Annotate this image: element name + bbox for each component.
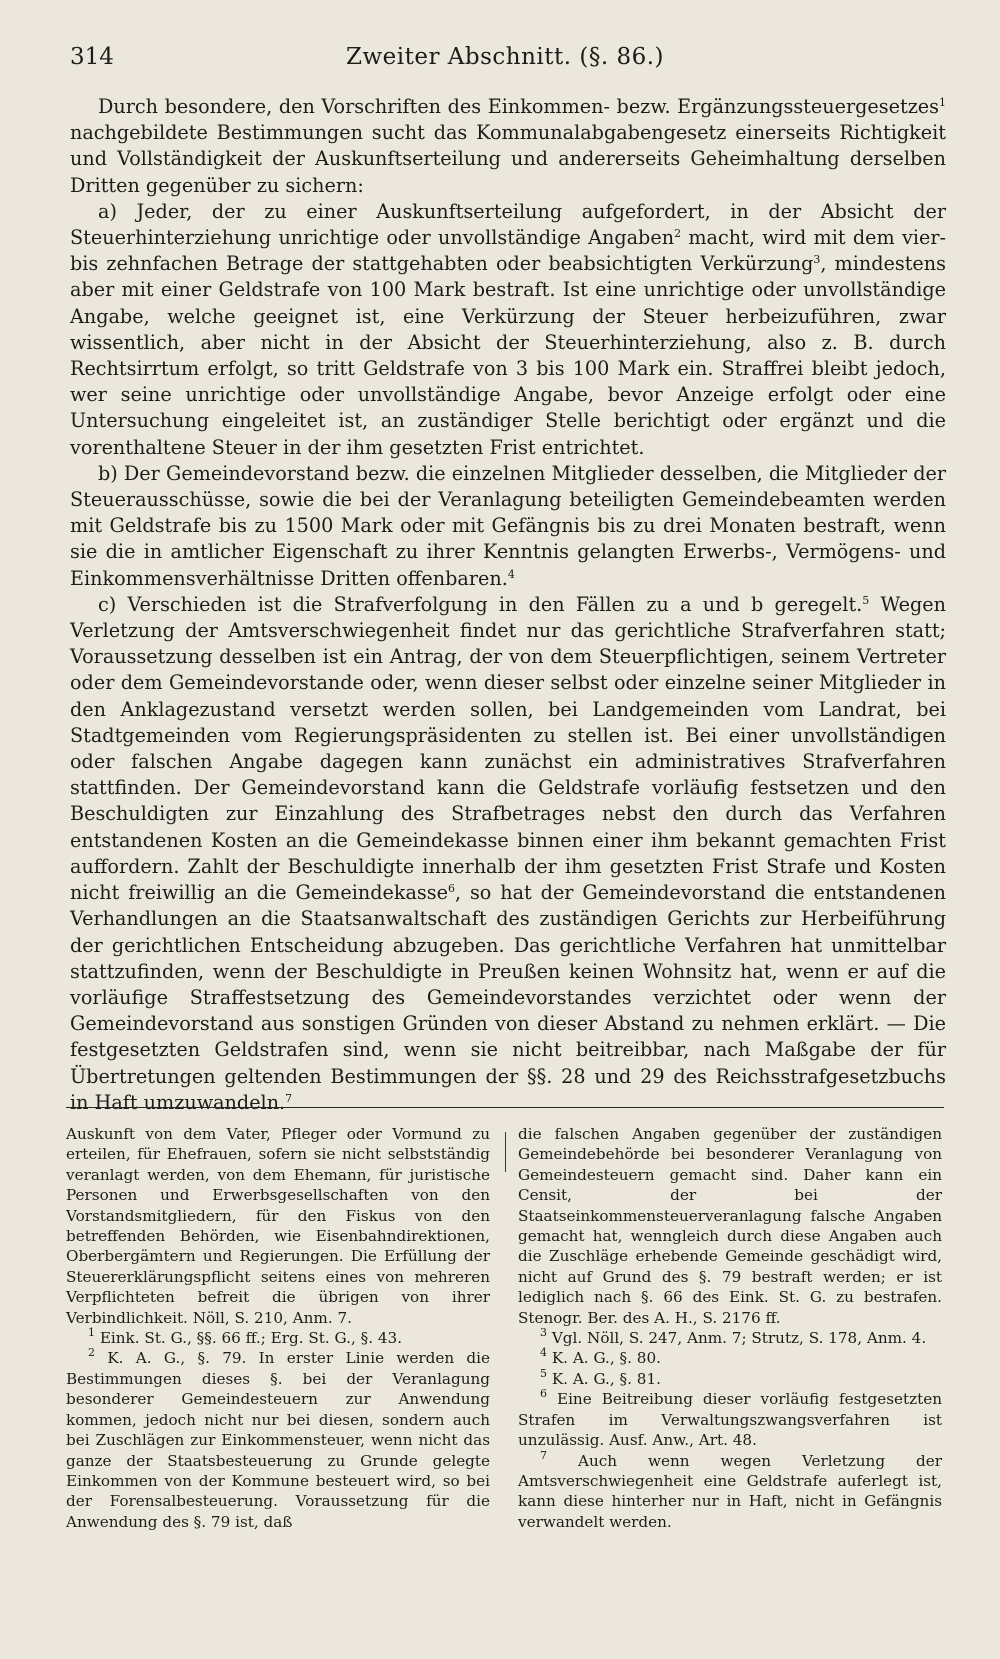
main-text (70, 94, 946, 1116)
footnote-6 (518, 1389, 942, 1450)
footnotes-right-column (518, 1124, 942, 1532)
column-rule (505, 1132, 506, 1172)
paragraph-intro (70, 94, 946, 199)
page-header (70, 44, 940, 80)
footnote-number: 3 (540, 1326, 547, 1340)
footnote-number: 6 (540, 1387, 547, 1401)
text: K. A. G., §. 80. (547, 1349, 661, 1368)
footnote-7 (518, 1448, 942, 1533)
text: , mindestens aber mit einer Geldstrafe von 100 Mark bestraft. Ist eine unrichtige oder unvollständige Angabe, welche geeignet ist, eine Verkürzung der Steuer herbeizuführen, zwar wissentlich, aber nicht in der Absicht der Steuerhinterziehung, also z. B. durch Rechtsirrtum erfolgt, so tritt Geldstrafe von 3 bis 100 Mark ein. Straffrei bleibt jedoch, wer seine unrichtige oder unvollständige Angabe, bevor Anzeige erfolgt oder eine Untersuchung eingeleitet ist, an zuständiger Stelle berichtigt oder ergänzt und die vorenthaltene Steuer in der ihm gesetzten Frist entrichtet. (70, 252, 946, 459)
footnote-ref: 1 (939, 96, 946, 109)
footnote-ref: 7 (285, 1091, 293, 1105)
footnote-ref: 6 (447, 882, 455, 896)
text: Vgl. Nöll, S. 247, Anm. 7; Strutz, S. 178, Anm. 4. (547, 1329, 927, 1348)
footnote-ref: 2 (674, 227, 682, 241)
footnote-3 (518, 1328, 942, 1348)
footnote-4 (518, 1348, 942, 1368)
text: K. A. G., §. 81. (547, 1369, 661, 1388)
text: c) Verschieden ist die Strafverfolgung in den Fällen zu a und b geregelt. (98, 592, 863, 616)
footnote-2 (66, 1348, 490, 1532)
footnote-divider (66, 1107, 944, 1108)
footnote-continuation: die falschen Angaben gegenüber der zuständigen Gemeindebehörde bei besonderer Veranlagung von Gemeindesteuern gemacht sind. Daher kann ein Censit, der bei der Staatseinkommensteuerveranlagung falsche Angaben gemacht hat, wenngleich durch diese Angaben auch die Zuschläge erhebende Gemeinde geschädigt wird, nicht auf Grund des §. 79 bestraft werden; er ist lediglich nach §. 66 des Eink. St. G. zu bestrafen. Stenogr. Ber. des A. H., S. 2176 ff. (518, 1125, 942, 1327)
paragraph-b (70, 461, 946, 592)
text: , so hat der Gemeindevorstand die entstandenen Verhandlungen an die Staatsanwaltschaft des zuständigen Gerichts zur Herbeiführung der gerichtlichen Entscheidung abzugeben. Das gerichtliche Verfahren hat unmittelbar stattzufinden, wenn der Beschuldigte in Preußen keinen Wohnsitz hat, wenn er auf die vorläufige Straffestsetzung des Gemeindevorstandes verzichtet oder wenn der Gemeindevorstand aus sonstigen Gründen von dieser Abstand zu nehmen erklärt. — Die festgesetzten Geldstrafen sind, wenn sie nicht beitreibbar, nach Maßgabe der für Übertretungen geltenden Bestimmungen der §§. 28 und 29 des Reichsstrafgesetzbuchs in Haft umzuwandeln. (70, 881, 946, 1114)
footnote-ref: 4 (507, 567, 515, 581)
text: Eine Beitreibung dieser vorläufig festgesetzten Strafen im Verwaltungszwangsverfahren ist unzulässig. Ausf. Anw., Art. 48. (518, 1390, 942, 1450)
running-title: Zweiter Abschnitt. (§. 86.) (345, 44, 665, 70)
footnotes-left-column (66, 1124, 490, 1532)
text: a) Jeder, der zu einer Auskunftserteilung aufgefordert, in der Absicht der Steuerhinterziehung unrichtige oder unvollständige Angaben (70, 199, 946, 250)
footnote-1 (66, 1328, 490, 1348)
paragraph-c (70, 592, 946, 1116)
text: K. A. G., §. 79. In erster Linie werden die Bestimmungen dieses §. bei der Veranlagung besonderer Gemeindesteuern zur Anwendung kommen, jedoch nicht nur bei diesen, sondern auch bei Zuschlägen zur Einkommensteuer, wenn nicht das ganze der Staatsbesteuerung zu Grunde gelegte Einkommen von der Kommune besteuert wird, so bei der Forensalbesteuerung. Voraussetzung für die Anwendung des §. 79 ist, daß (66, 1349, 490, 1531)
text: b) Der Gemeindevorstand bezw. die einzelnen Mitglieder desselben, die Mitglieder der Steuerausschüsse, sowie die bei der Veranlagung beteiligten Gemeindebeamten werden mit Geldstrafe bis zu 1500 Mark oder mit Gefängnis bis zu drei Monaten bestraft, wenn sie die in amtlicher Eigenschaft zu ihrer Kenntnis gelangten Erwerbs-, Vermögens- und Einkommensverhältnisse Dritten offenbaren. (70, 461, 946, 590)
paragraph-a (70, 199, 946, 461)
footnote-ref: 5 (862, 593, 870, 607)
text: macht, wird mit dem vier- bis zehnfachen Betrage der stattgehabten oder beabsichtigten Verkürzung (70, 226, 946, 276)
footnote-5 (518, 1366, 942, 1389)
footnote-number: 7 (540, 1448, 547, 1462)
text: Eink. St. G., §§. 66 ff.; Erg. St. G., §. 43. (95, 1329, 403, 1348)
text: Auch wenn wegen Verletzung der Amtsverschwiegenheit eine Geldstrafe auferlegt ist, kann diese hinterher nur in Haft, nicht in Gefängnis verwandelt werden. (518, 1451, 942, 1531)
footnote-number: 2 (88, 1346, 95, 1360)
footnote-ref: 3 (813, 253, 821, 267)
footnote-continuation: Auskunft von dem Vater, Pfleger oder Vormund zu erteilen, für Ehefrauen, sofern sie nicht selbstständig veranlagt werden, von dem Ehemann, für juristische Personen und Erwerbsgesellschaften von den Vorstandsmitgliedern, für den Fiskus von den betreffenden Behörden, wie Eisenbahndirektionen, Oberbergämtern und Regierungen. Die Erfüllung der Steuererklärungspflicht seitens eines von mehreren Verpflichteten befreit die übrigen von ihrer Verbindlichkeit. Nöll, S. 210, Anm. 7. (66, 1125, 490, 1327)
text: nachgebildete Bestimmungen sucht das Kommunalabgabengesetz einerseits Richtigkeit und Vollständigkeit der Auskunftserteilung und andererseits Geheimhaltung derselben Dritten gegenüber zu sichern: (70, 121, 946, 197)
page-number: 314 (70, 44, 114, 70)
footnote-number: 1 (88, 1326, 95, 1340)
text: Durch besondere, den Vorschriften des Einkommen- bezw. Ergänzungssteuergesetzes (98, 95, 939, 118)
text: Wegen Verletzung der Amtsverschwiegenheit findet nur das gerichtliche Strafverfahren statt; Voraussetzung desselben ist ein Antrag, der von dem Steuerpflichtigen, seinem Vertreter oder dem Gemeindevorstande oder, wenn dieser selbst oder einzelne seiner Mitglieder in den Anklagezustand versetzt werden sollen, bei Landgemeinden vom Landrat, bei Stadtgemeinden vom Regierungspräsidenten zu stellen ist. Bei einer unvollständigen oder falschen Angabe dagegen kann zunächst ein administratives Strafverfahren stattfinden. Der Gemeindevorstand kann die Geldstrafe vorläufig festsetzen und den Beschuldigten zur Einzahlung des Strafbetrages nebst den durch das Verfahren entstandenen Kosten an die Gemeindekasse binnen einer ihm bekannt gemachten Frist auffordern. Zahlt der Beschuldigte innerhalb der ihm gesetzten Frist Strafe und Kosten nicht freiwillig an die Gemeindekasse (70, 592, 946, 905)
footnote-number: 5 (540, 1366, 547, 1380)
footnote-number: 4 (540, 1346, 547, 1360)
